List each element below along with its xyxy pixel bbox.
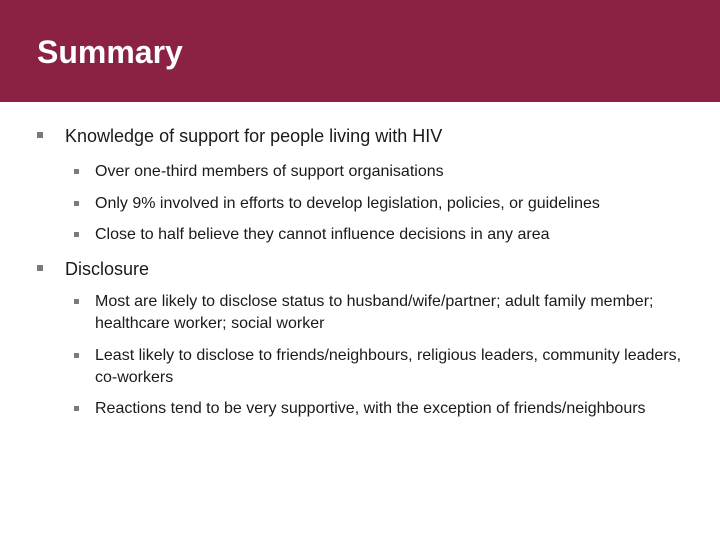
square-bullet-icon xyxy=(74,201,79,206)
square-bullet-icon xyxy=(74,353,79,358)
square-bullet-icon xyxy=(74,169,79,174)
square-bullet-icon xyxy=(74,299,79,304)
list-item-text: Close to half believe they cannot influence decisions in any area xyxy=(95,226,550,243)
list-item-text: Reactions tend to be very supportive, with the exception of friends/neighbours xyxy=(95,400,646,417)
square-bullet-icon xyxy=(74,232,79,237)
section-heading: Knowledge of support for people living with HIV xyxy=(65,126,443,146)
square-bullet-icon xyxy=(74,406,79,411)
title-bar xyxy=(0,0,720,102)
list-item-text: Only 9% involved in efforts to develop legislation, policies, or guidelines xyxy=(95,195,600,212)
list-item-text: Least likely to disclose to friends/neighbours, religious leaders, community leaders, co-workers xyxy=(95,347,682,386)
section-heading: Disclosure xyxy=(65,259,150,279)
square-bullet-icon xyxy=(37,132,43,138)
list-item-text: Most are likely to disclose status to husband/wife/partner; adult family member; healthcare worker; social worker xyxy=(95,293,654,332)
slide-title: Summary xyxy=(37,34,183,70)
list-item-text: Over one-third members of support organisations xyxy=(95,163,444,180)
square-bullet-icon xyxy=(37,265,43,271)
